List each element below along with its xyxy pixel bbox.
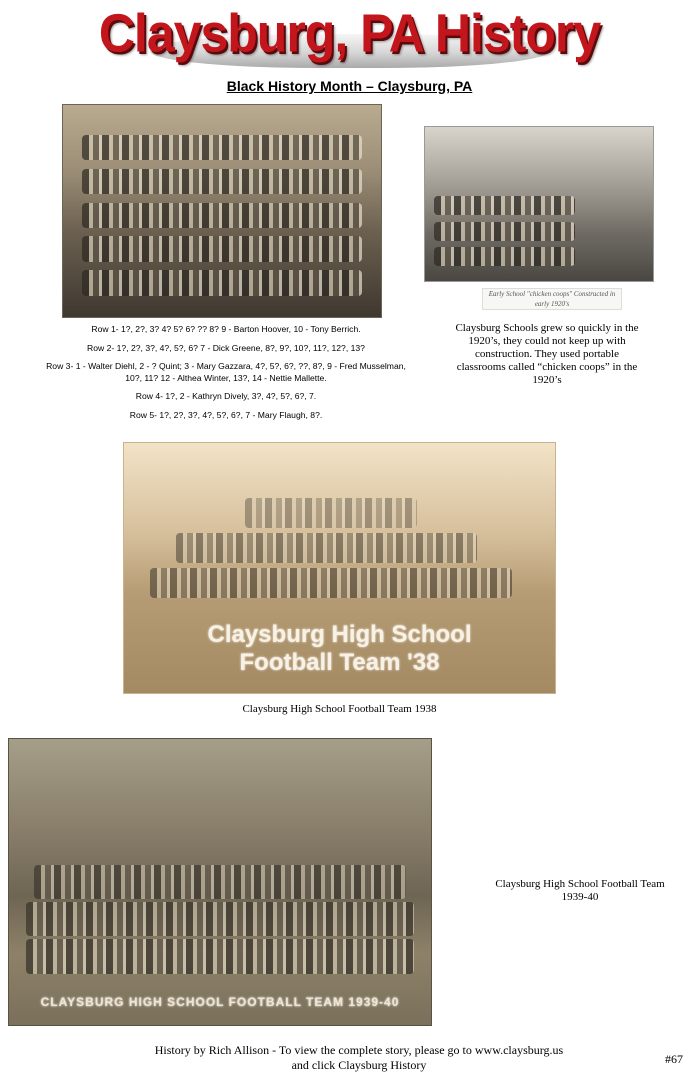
footer-line-1: History by Rich Allison - To view the complete story, please go to www.claysburg.us	[154, 1043, 564, 1057]
masthead	[0, 0, 699, 78]
photo-inscription-line-1: Claysburg High School	[207, 621, 472, 648]
photo-inscription: CLAYSBURG HIGH SCHOOL FOOTBALL TEAM 1939-40	[40, 995, 400, 1009]
photo-row	[82, 270, 362, 295]
photo-inscription-line-2: Football Team '38	[239, 649, 440, 676]
photo-row	[434, 247, 575, 265]
chicken-coops-caption: Claysburg Schools grew so quickly in the 1920’s, they could not keep up with construction. They used portable classrooms called “chicken coops” in the 1920’s	[455, 322, 639, 386]
photo-row	[434, 222, 575, 240]
caption-line-2: 1939-40	[561, 891, 599, 903]
photo-row	[82, 169, 362, 194]
footer-credit	[120, 1043, 598, 1073]
photo-row	[245, 498, 417, 528]
page-subtitle: Black History Month – Claysburg, PA	[226, 78, 473, 94]
photo-inscription	[124, 621, 555, 677]
footer-line-2: and click Claysburg History	[291, 1058, 427, 1072]
class-photo-names	[40, 324, 412, 428]
photo-row	[82, 135, 362, 160]
photo-row	[150, 568, 512, 598]
football-1939-photo	[8, 738, 432, 1026]
photo-row	[82, 236, 362, 261]
photo-row	[176, 533, 478, 563]
names-row-1: Row 1- 1?, 2?, 3? 4? 5? 6? ?? 8? 9 - Barton Hoover, 10 - Tony Berrich.	[91, 324, 361, 334]
photo-row	[26, 902, 414, 936]
football-1939-caption	[472, 878, 688, 904]
photo-row	[26, 939, 414, 973]
handwritten-photo-note: Early School "chicken coops" Constructed in early 1920's	[482, 288, 622, 310]
class-photo	[62, 104, 382, 318]
football-1938-photo	[123, 442, 556, 694]
names-row-5: Row 5- 1?, 2?, 3?, 4?, 5?, 6?, 7 - Mary Flaugh, 8?.	[129, 409, 323, 420]
page-title: Claysburg, PA History	[98, 3, 601, 64]
photo-row	[82, 203, 362, 228]
photo-row	[434, 196, 575, 214]
caption-line-1: Claysburg High School Football Team	[495, 878, 665, 890]
football-1938-caption: Claysburg High School Football Team 1938	[242, 703, 437, 715]
names-row-2: Row 2- 1?, 2?, 3?, 4?, 5?, 6? 7 - Dick Greene, 8?, 9?, 10?, 11?, 12?, 13?	[87, 342, 365, 353]
chicken-coops-photo	[424, 126, 654, 282]
names-row-3: Row 3- 1 - Walter Diehl, 2 - ? Quint; 3 - Mary Gazzara, 4?, 5?, 6?, ??, 8?, 9 - Fred Musselman, 10?, 11? 12 - Althea Winter, 13?, 14 - Nettie Mallette.	[46, 361, 406, 383]
page-number: #67	[665, 1052, 683, 1066]
photo-row	[34, 865, 405, 899]
names-row-4: Row 4- 1?, 2 - Kathryn Dively, 3?, 4?, 5?, 6?, 7.	[135, 391, 317, 401]
